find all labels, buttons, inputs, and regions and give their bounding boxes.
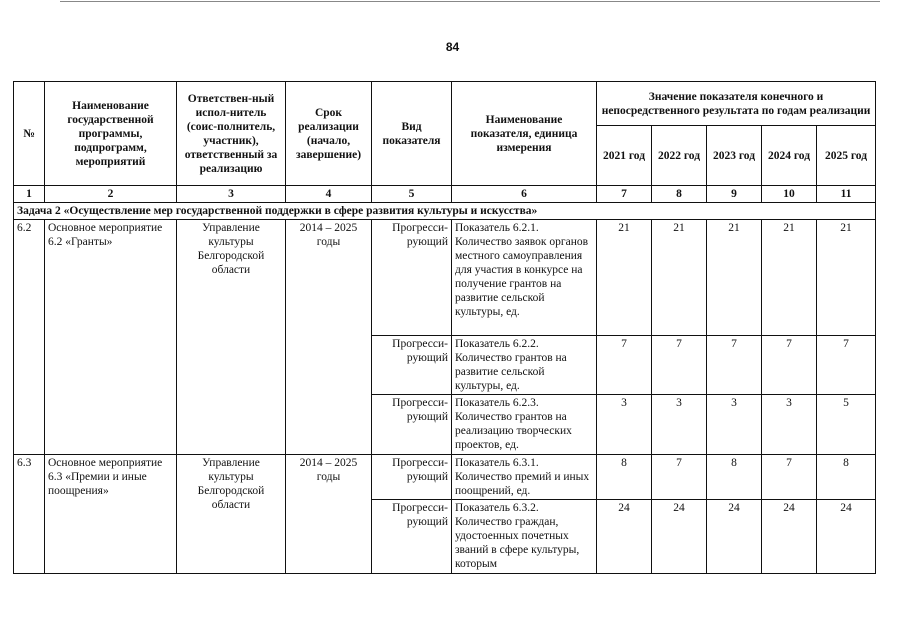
table-row [14, 455, 876, 500]
column-number: 6 [452, 186, 597, 203]
column-number: 5 [372, 186, 452, 203]
header-kind: Вид показателя [372, 82, 452, 186]
task-row [14, 203, 876, 220]
measure-name: Основное мероприятие 6.2 «Гранты» [45, 220, 177, 455]
task-title: Задача 2 «Осуществление мер государственной поддержки в сфере развития культуры и искусства» [14, 203, 876, 220]
indicator-kind: Прогресси-рующий [372, 336, 452, 395]
indicator-value: 3 [707, 395, 762, 455]
indicator-value: 7 [762, 455, 817, 500]
indicator-value: 8 [707, 455, 762, 500]
indicator-value: 21 [597, 220, 652, 336]
indicator-value: 7 [707, 336, 762, 395]
indicator-value: 24 [652, 500, 707, 574]
table-row [14, 220, 876, 336]
header-indicator: Наименование показателя, единица измерения [452, 82, 597, 186]
header-responsible: Ответствен-ный испол-нитель (соис-полнитель, участник), ответственный за реализацию [177, 82, 286, 186]
indicator-kind: Прогресси-рующий [372, 500, 452, 574]
indicator-value: 8 [817, 455, 876, 500]
measure-period: 2014 – 2025 годы [286, 220, 372, 455]
indicator-value: 21 [652, 220, 707, 336]
indicator-value: 7 [762, 336, 817, 395]
header-year-2021: 2021 год [597, 126, 652, 186]
indicator-kind: Прогресси-рующий [372, 220, 452, 336]
measure-responsible: Управление культуры Белгородской области [177, 455, 286, 574]
indicator-value: 21 [707, 220, 762, 336]
indicator-value: 3 [762, 395, 817, 455]
indicator-value: 24 [762, 500, 817, 574]
indicator-name: Показатель 6.2.2. Количество грантов на развитие сельской культуры, ед. [452, 336, 597, 395]
indicator-value: 7 [817, 336, 876, 395]
indicator-value: 21 [762, 220, 817, 336]
indicator-value: 8 [597, 455, 652, 500]
indicator-value: 24 [817, 500, 876, 574]
indicator-value: 3 [652, 395, 707, 455]
scan-edge-line [60, 1, 880, 2]
header-year-2025: 2025 год [817, 126, 876, 186]
indicator-value: 7 [652, 336, 707, 395]
indicator-value: 24 [707, 500, 762, 574]
column-number: 9 [707, 186, 762, 203]
indicator-name: Показатель 6.2.1. Количество заявок органов местного самоуправления для участия в конкурсе на получение грантов на развитие сельской культуры, ед. [452, 220, 597, 336]
column-number: 3 [177, 186, 286, 203]
measure-number: 6.2 [14, 220, 45, 455]
header-year-2024: 2024 год [762, 126, 817, 186]
measure-number: 6.3 [14, 455, 45, 574]
column-number: 10 [762, 186, 817, 203]
indicator-name: Показатель 6.3.2. Количество граждан, удостоенных почетных званий в сфере культуры, которым [452, 500, 597, 574]
indicator-name: Показатель 6.2.3. Количество грантов на реализацию творческих проектов, ед. [452, 395, 597, 455]
indicator-value: 21 [817, 220, 876, 336]
indicator-name: Показатель 6.3.1. Количество премий и иных поощрений, ед. [452, 455, 597, 500]
measure-name: Основное мероприятие 6.3 «Премии и иные поощрения» [45, 455, 177, 574]
indicator-value: 7 [652, 455, 707, 500]
indicator-kind: Прогресси-рующий [372, 395, 452, 455]
indicator-value: 24 [597, 500, 652, 574]
header-no: № [14, 82, 45, 186]
indicators-table [13, 81, 876, 574]
header-name: Наименование государственной программы, подпрограмм, мероприятий [45, 82, 177, 186]
column-number: 11 [817, 186, 876, 203]
page-number: 84 [445, 40, 460, 54]
measure-period: 2014 – 2025 годы [286, 455, 372, 574]
indicator-kind: Прогресси-рующий [372, 455, 452, 500]
measure-responsible: Управление культуры Белгородской области [177, 220, 286, 455]
column-number-row [14, 186, 876, 203]
column-number: 7 [597, 186, 652, 203]
column-number: 2 [45, 186, 177, 203]
header-values-group: Значение показателя конечного и непосредственного результата по годам реализации [597, 82, 876, 126]
header-year-2022: 2022 год [652, 126, 707, 186]
column-number: 4 [286, 186, 372, 203]
header-period: Срок реализации (начало, завершение) [286, 82, 372, 186]
indicator-value: 7 [597, 336, 652, 395]
column-number: 1 [14, 186, 45, 203]
indicator-value: 3 [597, 395, 652, 455]
column-number: 8 [652, 186, 707, 203]
header-year-2023: 2023 год [707, 126, 762, 186]
indicator-value: 5 [817, 395, 876, 455]
